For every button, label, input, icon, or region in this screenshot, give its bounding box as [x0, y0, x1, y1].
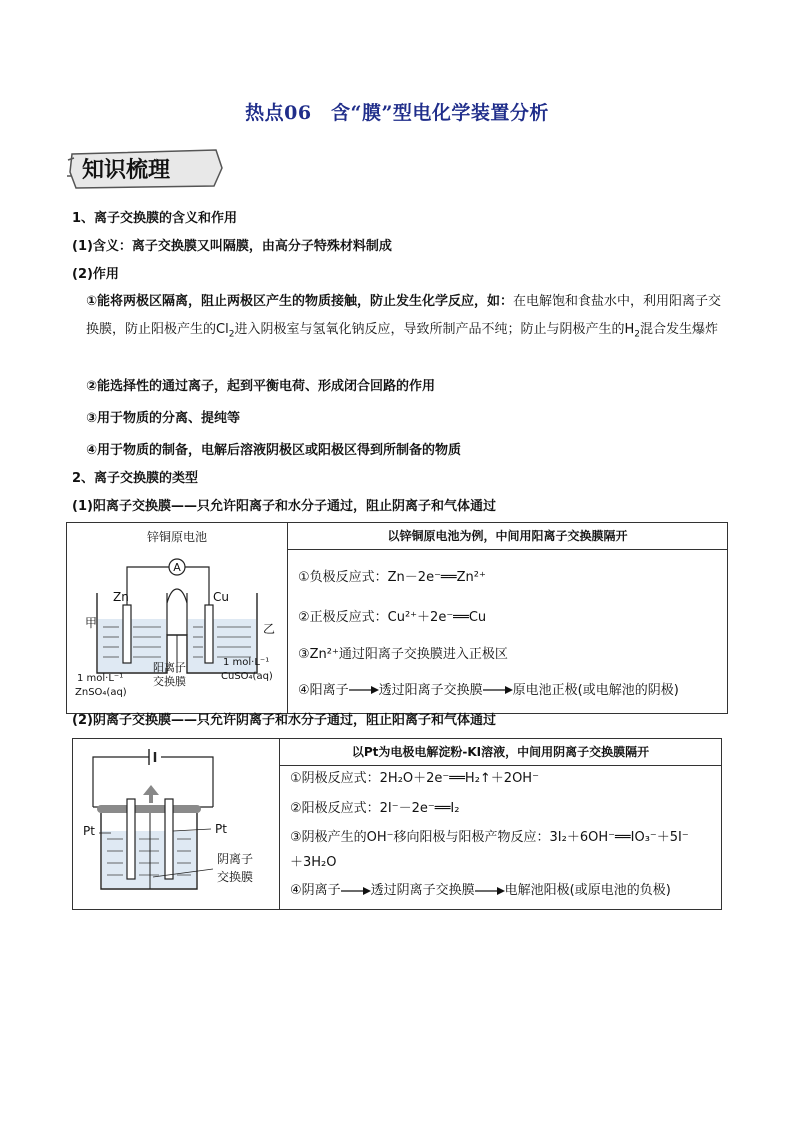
arrow-icon: [341, 886, 371, 896]
membrane-label-b: 交换膜: [153, 675, 186, 688]
pt-label-left: Pt: [83, 824, 95, 838]
anion-item-3b: ＋3H₂O: [290, 855, 337, 871]
cuso4-conc: 1 mol·L⁻¹: [223, 657, 270, 668]
pt-electrode-right: [165, 799, 173, 879]
function-item-4: ④用于物质的制备，电解后溶液阴极区或阳极区得到所制备的物质: [86, 443, 462, 458]
zn-cu-cell-diagram: [67, 523, 288, 714]
electrolysis-diagram-svg: [73, 739, 279, 905]
cation-table-header: 以锌铜原电池为例，中间用阳离子交换膜隔开: [288, 523, 728, 550]
anion-item-4-c: 电解池阳极(或原电池的负极): [504, 883, 671, 899]
section-banner: [66, 146, 226, 190]
function-item-1-text-b: 进入阴极室与氢氧化钠反应，导致所制产品不纯；防止与阴极产生的H: [234, 322, 635, 337]
anion-membrane-label-b: 交换膜: [217, 870, 254, 884]
arrow-icon: [483, 685, 513, 695]
ammeter-label: A: [173, 561, 181, 574]
pt-electrode-left: [127, 799, 135, 879]
anion-item-3: ③阴极产生的OH⁻移向阳极与阳极产物反应：3I₂＋6OH⁻══IO₃⁻＋5I⁻: [290, 830, 689, 846]
anion-membrane-intro: [72, 712, 496, 730]
cation-item-1: ①负极反应式：Zn－2e⁻══Zn²⁺: [298, 570, 486, 585]
cuso4-label: CuSO₄(aq): [221, 671, 273, 682]
cation-item-4: [288, 677, 727, 705]
cation-membrane-table: [66, 522, 728, 714]
cell-lid: [97, 805, 201, 813]
cation-item-4-a: ④阳离子: [298, 682, 349, 698]
function-item-2: ②能选择性的通过离子，起到平衡电荷、形成闭合回路的作用: [86, 379, 436, 394]
anion-table-header: 以Pt为电极电解淀粉-KI溶液，中间用阴离子交换膜隔开: [280, 739, 722, 766]
function-item-1-text-c: 混合发生爆炸: [639, 322, 718, 337]
function-item-1-text-a: 在电解饱和食盐水中，利用阳离子交换膜，防止阳极产生的Cl: [86, 294, 722, 337]
cation-item-4-c: 原电池正极(或电解池的阴极): [512, 682, 679, 698]
diagram-title: 锌铜原电池: [146, 530, 208, 544]
anion-item-2: ②阳极反应式：2I⁻－2e⁻══I₂: [290, 800, 460, 816]
anion-intro-text: 阴离子交换膜——只允许阴离子和水分子通过，阻止阳离子和气体通过: [92, 713, 496, 728]
electrolysis-diagram: [73, 739, 280, 910]
zn-cu-diagram-svg: [67, 523, 287, 709]
banner-text: 知识梳理: [82, 157, 171, 183]
function-item-1: ①能将两极区隔离，阻止两极区产生的物质接触，防止发生化学反应，如：在电解饱和食盐水中，利用阳离子交换膜，防止阳极产生的$Cl_2$进入阴极室与氢氧化钠反应，导致所制产品不纯；防止与阴极产生的$H_2$混合发生爆炸: [86, 294, 722, 340]
zn-label: Zn: [113, 590, 129, 604]
page-title: 热点06 含“膜”型电化学装置分析: [245, 102, 549, 124]
function-heading: (2)作用: [72, 267, 119, 282]
cu-label: Cu: [213, 590, 229, 604]
pt-label-right: Pt: [215, 822, 227, 836]
anion-intro-num: (2): [72, 713, 93, 728]
arrow-icon: [475, 886, 505, 896]
cu-electrode: [205, 605, 213, 663]
cation-intro-num: (1): [72, 499, 93, 514]
arrow-icon: [349, 685, 379, 695]
cation-item-3: ③Zn²⁺通过阳离子交换膜进入正极区: [298, 646, 508, 662]
anion-membrane-label-a: 阴离子: [217, 852, 254, 866]
beaker-jia-label: 甲: [85, 616, 98, 630]
cation-intro-text: 阳离子交换膜——只允许阳离子和水分子通过，阻止阴离子和气体通过: [92, 499, 496, 514]
anion-membrane-table: [72, 738, 722, 910]
section-1-heading: 1、离子交换膜的含义和作用: [72, 211, 238, 226]
cation-membrane-intro: [72, 498, 496, 516]
anion-item-4: [280, 877, 721, 905]
function-item-3: ③用于物质的分离、提纯等: [86, 411, 241, 426]
function-item-1-bold: ①能将两极区隔离，阻止两极区产生的物质接触，防止发生化学反应，如：: [86, 294, 514, 309]
anion-item-4-a: ④阴离子: [290, 883, 341, 899]
anion-item-4-b: 透过阴离子交换膜: [370, 883, 475, 899]
znso4-conc: 1 mol·L⁻¹: [77, 673, 124, 684]
zn-electrode: [123, 605, 131, 663]
anion-item-1: ①阴极反应式：2H₂O＋2e⁻══H₂↑＋2OH⁻: [290, 771, 539, 786]
definition: [72, 238, 392, 256]
gas-outlet-icon: [143, 785, 159, 803]
section-2-heading: 2、离子交换膜的类型: [72, 471, 199, 486]
cation-item-2: ②正极反应式：Cu²⁺＋2e⁻══Cu: [298, 610, 487, 626]
membrane-label-a: 阳离子: [153, 661, 186, 674]
definition-text: (1)含义：离子交换膜又叫隔膜，由高分子特殊材料制成: [72, 239, 392, 254]
beaker-yi-label: 乙: [263, 622, 276, 636]
znso4-label: ZnSO₄(aq): [75, 687, 127, 698]
cation-item-4-b: 透过阳离子交换膜: [378, 682, 483, 698]
